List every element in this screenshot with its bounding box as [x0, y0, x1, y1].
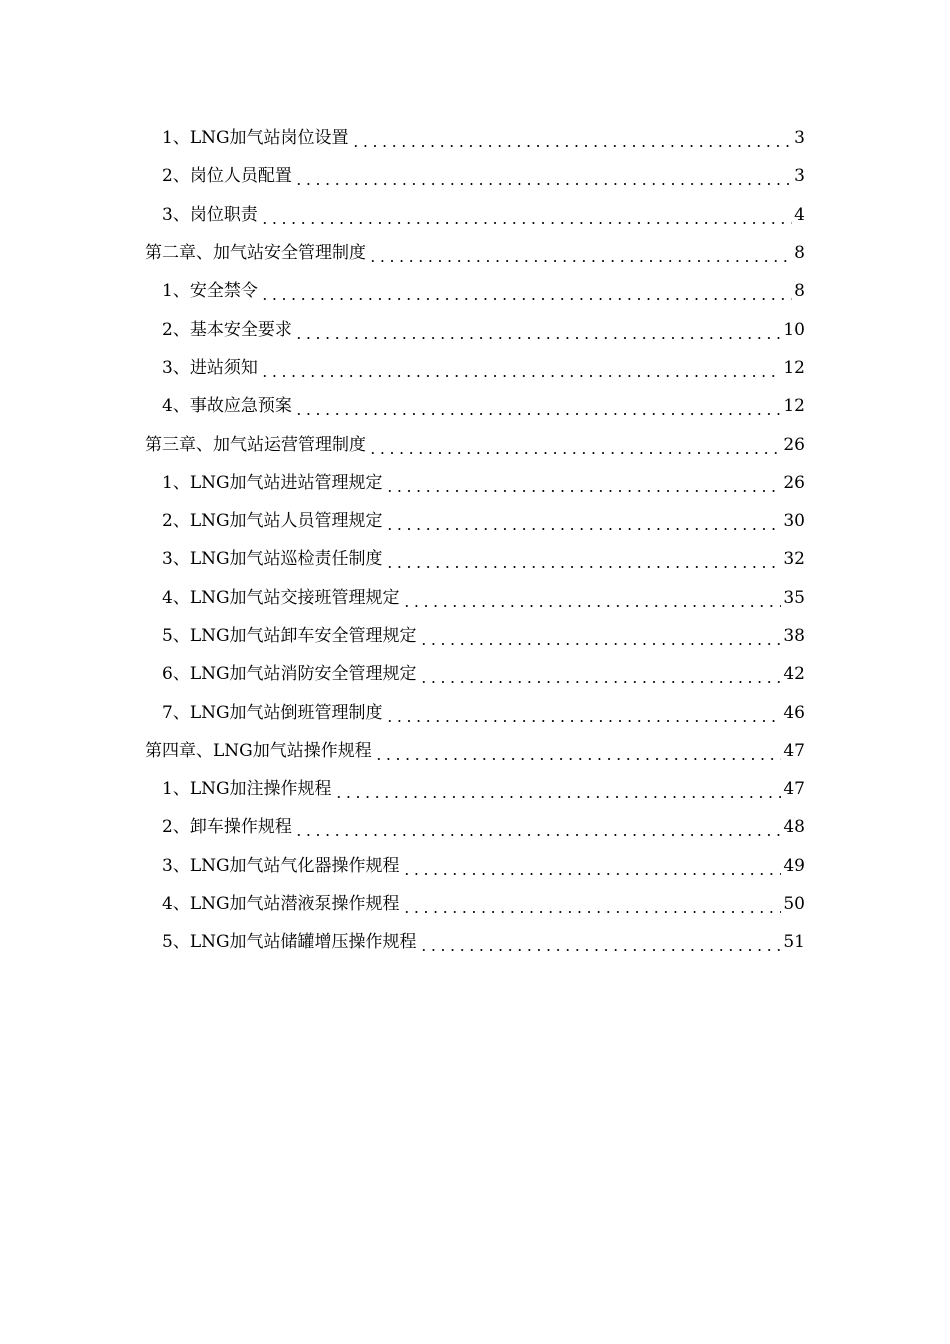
toc-entry-title: 第四章、LNG加气站操作规程 — [145, 740, 372, 761]
toc-entry[interactable] — [0, 196, 950, 234]
toc-dot-leader — [260, 281, 792, 301]
toc-entry[interactable] — [0, 540, 950, 578]
toc-chapter-entry[interactable] — [0, 425, 950, 463]
toc-entry[interactable] — [0, 693, 950, 731]
toc-dot-leader — [419, 664, 782, 684]
toc-dot-leader — [402, 588, 782, 608]
toc-entry-title: 2、岗位人员配置 — [162, 166, 292, 187]
toc-dot-leader — [294, 817, 782, 837]
toc-entry-page: 8 — [794, 281, 805, 302]
toc-dot-leader — [385, 549, 782, 569]
toc-entry-page: 3 — [794, 128, 805, 149]
toc-chapter-entry[interactable] — [0, 234, 950, 272]
toc-dot-leader — [260, 205, 792, 225]
toc-entry[interactable] — [0, 387, 950, 425]
toc-dot-leader — [385, 511, 782, 531]
toc-entry-page: 47 — [783, 740, 805, 761]
toc-entry[interactable] — [0, 885, 950, 923]
toc-entry-title: 3、LNG加气站巡检责任制度 — [162, 549, 383, 570]
toc-dot-leader — [402, 856, 782, 876]
toc-entry[interactable] — [0, 310, 950, 348]
toc-dot-leader — [260, 358, 782, 378]
toc-dot-leader — [419, 626, 782, 646]
toc-entry-title: 4、LNG加气站交接班管理规定 — [162, 587, 400, 608]
toc-entry-page: 26 — [783, 434, 805, 455]
toc-entry-page: 8 — [794, 243, 805, 264]
toc-entry-title: 4、事故应急预案 — [162, 396, 292, 417]
toc-entry[interactable] — [0, 617, 950, 655]
toc-entry-title: 1、LNG加气站进站管理规定 — [162, 472, 383, 493]
toc-entry-page: 26 — [783, 472, 805, 493]
toc-dot-leader — [334, 779, 782, 799]
toc-dot-leader — [351, 128, 793, 148]
toc-entry-title: 2、卸车操作规程 — [162, 817, 292, 838]
toc-entry[interactable] — [0, 579, 950, 617]
toc-entry-page: 46 — [783, 702, 805, 723]
toc-entry-page: 49 — [783, 855, 805, 876]
toc-entry-page: 12 — [783, 357, 805, 378]
toc-entry[interactable] — [0, 349, 950, 387]
toc-entry-title: 第二章、加气站安全管理制度 — [145, 243, 366, 264]
toc-entry-page: 38 — [783, 626, 805, 646]
toc-entry-title: 3、岗位职责 — [162, 204, 258, 225]
toc-entry[interactable] — [0, 157, 950, 195]
toc-entry-title: 3、LNG加气站气化器操作规程 — [162, 855, 400, 876]
toc-entry[interactable] — [0, 655, 950, 693]
toc-entry-title: 5、LNG加气站卸车安全管理规定 — [162, 626, 417, 646]
table-of-contents — [0, 119, 950, 962]
toc-dot-leader — [368, 435, 781, 455]
toc-entry-page: 12 — [783, 396, 805, 417]
toc-entry[interactable] — [0, 502, 950, 540]
toc-entry-title: 2、基本安全要求 — [162, 319, 292, 340]
toc-entry-page: 30 — [783, 511, 805, 532]
toc-dot-leader — [294, 166, 792, 186]
toc-entry-page: 4 — [794, 204, 805, 225]
toc-entry-page: 47 — [783, 779, 805, 800]
toc-entry[interactable] — [0, 119, 950, 157]
toc-entry[interactable] — [0, 272, 950, 310]
toc-entry[interactable] — [0, 770, 950, 808]
toc-entry[interactable] — [0, 808, 950, 846]
toc-dot-leader — [368, 243, 792, 263]
toc-entry[interactable] — [0, 847, 950, 885]
toc-entry-title: 7、LNG加气站倒班管理制度 — [162, 702, 383, 723]
toc-dot-leader — [419, 932, 782, 952]
toc-entry-title: 4、LNG加气站潜液泵操作规程 — [162, 894, 400, 915]
toc-entry-title: 6、LNG加气站消防安全管理规定 — [162, 664, 417, 685]
toc-dot-leader — [385, 473, 782, 493]
toc-dot-leader — [374, 741, 782, 761]
toc-entry-page: 48 — [783, 817, 805, 838]
toc-entry-title: 第三章、加气站运营管理制度 — [145, 434, 366, 455]
toc-dot-leader — [385, 703, 782, 723]
toc-entry-title: 1、LNG加注操作规程 — [162, 779, 332, 800]
toc-entry-title: 2、LNG加气站人员管理规定 — [162, 511, 383, 532]
toc-dot-leader — [294, 396, 782, 416]
toc-entry-page: 51 — [783, 932, 805, 953]
toc-entry-title: 3、进站须知 — [162, 357, 258, 378]
toc-dot-leader — [294, 320, 782, 340]
toc-entry-page: 3 — [794, 166, 805, 187]
toc-entry[interactable] — [0, 464, 950, 502]
toc-chapter-entry[interactable] — [0, 732, 950, 770]
toc-entry-title: 1、LNG加气站岗位设置 — [162, 128, 349, 149]
toc-dot-leader — [402, 894, 782, 914]
toc-entry-title: 1、安全禁令 — [162, 281, 258, 302]
toc-entry-page: 42 — [783, 664, 805, 685]
toc-entry-page: 32 — [783, 549, 805, 570]
toc-entry-page: 10 — [783, 319, 805, 340]
toc-entry-title: 5、LNG加气站储罐增压操作规程 — [162, 932, 417, 953]
toc-entry-page: 35 — [783, 587, 805, 608]
toc-entry[interactable] — [0, 923, 950, 961]
toc-entry-page: 50 — [783, 894, 805, 915]
